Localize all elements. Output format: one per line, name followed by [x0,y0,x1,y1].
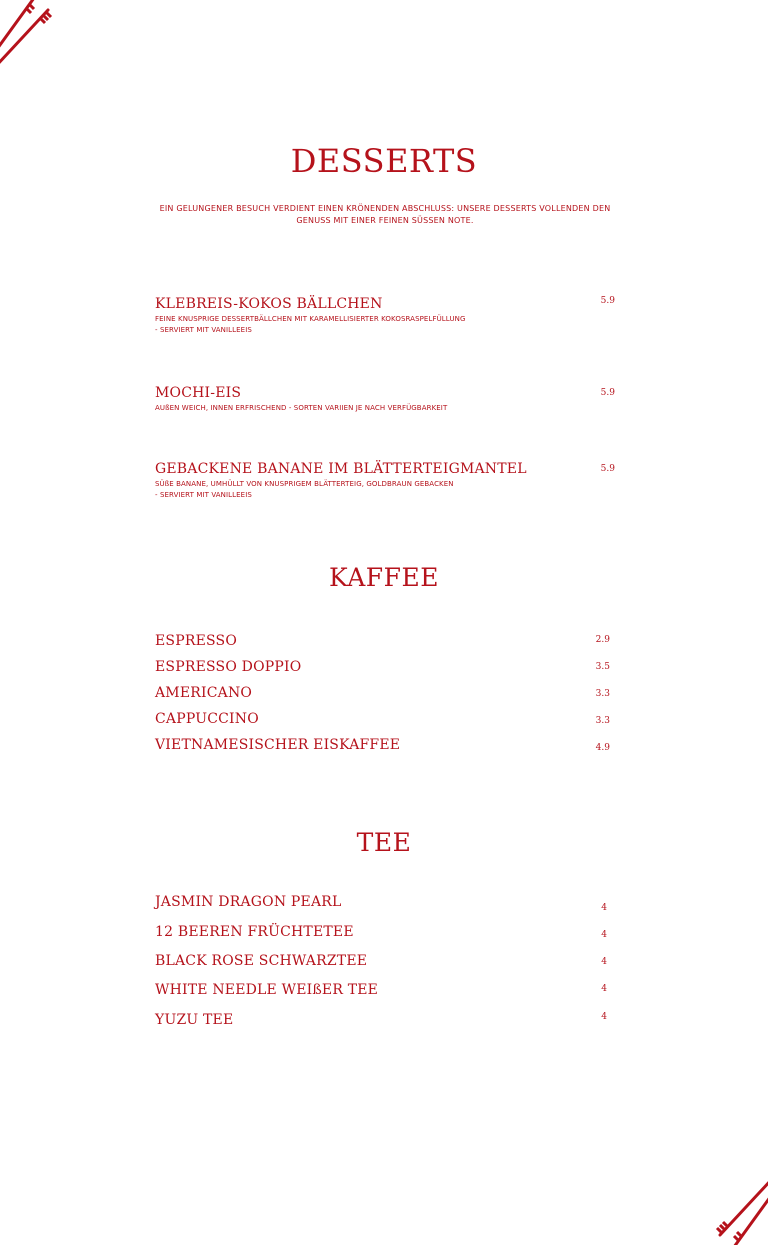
menu-item-name: WHITE NEEDLE WEIßER TEE [155,982,379,998]
item-name: KLEBREIS-KOKOS BÄLLCHEN [155,296,383,312]
item-name: MOCHI-EIS [155,385,242,401]
kaffee-title: KAFFEE [329,563,439,592]
menu-item-name: YUZU TEE [155,1012,234,1028]
menu-item-name: JASMIN DRAGON PEARL [155,894,342,910]
item-price: 5.9 [600,296,615,306]
item-price: 3.3 [595,716,610,726]
desserts-intro: EIN GELUNGENER BESUCH VERDIENT EINEN KRÖNENDEN ABSCHLUSS: UNSERE DESSERTS VOLLENDEN DEN GENUSS MIT EINER FEINEN SÜSSEN NOTE. [159,204,611,225]
chopsticks-icon [0,0,60,70]
item-price: 3.5 [595,662,610,672]
menu-item-name: 12 BEEREN FRÜCHTETEE [155,924,354,940]
item-description: SÜßE BANANE, UMHÜLLT VON KNUSPRIGEM BLÄTTERTEIG, GOLDBRAUN GEBACKEN - SERVIERT MIT VANILLEEIS [155,480,454,499]
item-price: 4.9 [595,743,610,753]
item-price: 4 [601,930,607,940]
menu-item-name: CAPPUCCINO [155,711,259,727]
item-description: AUßEN WEICH, INNEN ERFRISCHEND - SORTEN VARIIEN JE NACH VERFÜGBARKEIT [155,404,448,412]
menu-item-name: VIETNAMESISCHER EISKAFFEE [155,737,401,753]
item-price: 5.9 [600,388,615,398]
item-price: 4 [601,957,607,967]
item-price: 4 [601,903,607,913]
item-price: 4 [601,1012,607,1022]
tee-title: TEE [356,828,412,857]
menu-item-name: ESPRESSO [155,633,238,649]
item-price: 5.9 [600,464,615,474]
item-price: 3.3 [595,689,610,699]
item-name: GEBACKENE BANANE IM BLÄTTERTEIGMANTEL [155,461,527,477]
desserts-title: DESSERTS [290,142,478,180]
menu-item [155,460,527,501]
menu-item [155,295,466,336]
menu-item-name: BLACK ROSE SCHWARZTEE [155,953,368,969]
menu-item-name: AMERICANO [155,685,253,701]
menu-item-name: ESPRESSO DOPPIO [155,659,302,675]
chopsticks-icon [708,1175,768,1245]
item-price: 4 [601,984,607,994]
menu-item [155,384,447,414]
item-description: FEINE KNUSPRIGE DESSERTBÄLLCHEN MIT KARAMELLISIERTER KOKOSRASPELFÜLLUNG - SERVIERT MIT VANILLEEIS [155,315,466,334]
item-price: 2.9 [595,635,610,645]
